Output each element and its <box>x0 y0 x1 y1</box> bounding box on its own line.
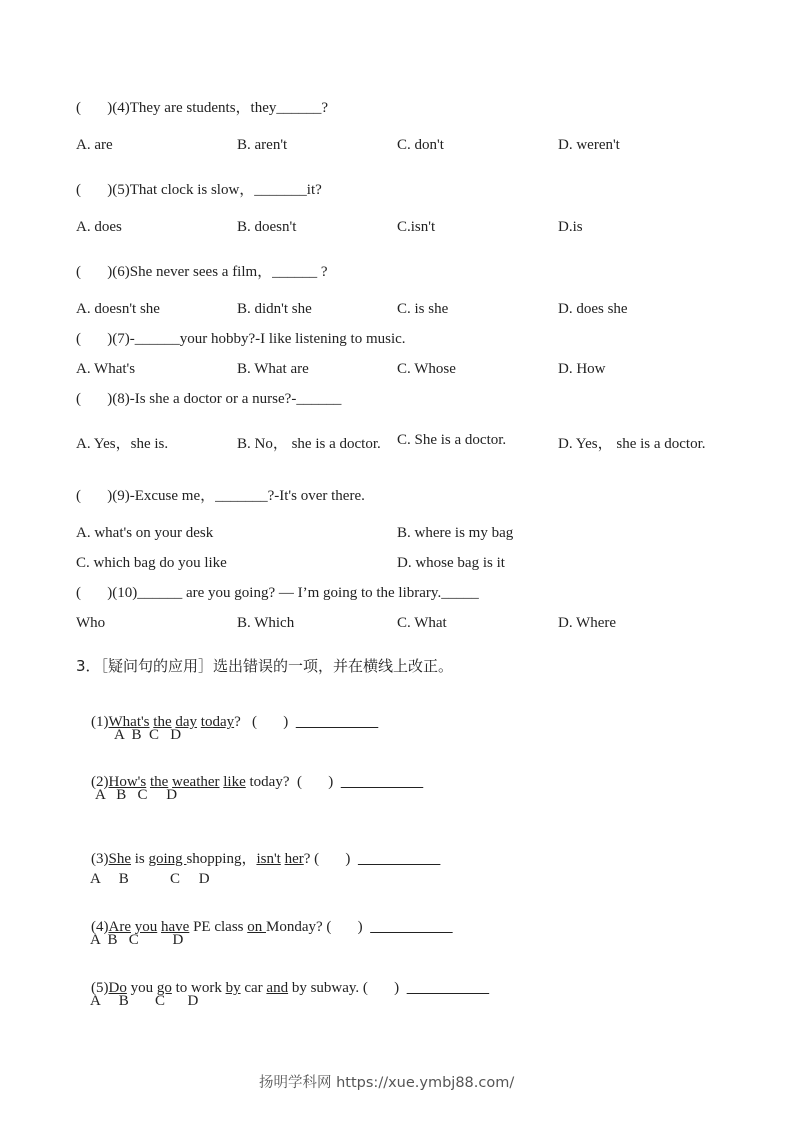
text-part: (5) <box>91 980 109 996</box>
choice-letters: A B C D <box>95 787 178 803</box>
question-stem: ( )(5)That clock is slow，_______it? <box>76 182 322 198</box>
underlined-part: like <box>223 774 246 790</box>
underlined-part: Are <box>108 919 131 935</box>
answer-blank[interactable] <box>407 980 490 996</box>
option-c: C. Whose <box>397 361 456 377</box>
underlined-part: What's <box>108 714 150 730</box>
question-stem: ( )(8)-Is she a doctor or a nurse?-______ <box>76 391 342 407</box>
underlined-part: have <box>161 919 190 935</box>
option-c: C. What <box>397 615 447 631</box>
underlined-part: going <box>148 851 187 867</box>
choice-letters: A B C D <box>114 727 182 743</box>
text-part: car <box>240 980 267 996</box>
text-part: to work <box>171 980 226 996</box>
option-b: B. What are <box>237 361 309 377</box>
option-c: C.isn't <box>397 219 436 235</box>
underlined-part: How's <box>108 774 147 790</box>
question-stem: ( )(6)She never sees a film，______ ? <box>76 264 328 280</box>
option-b: B. Which <box>237 615 295 631</box>
option-b: B. No， she is a doctor. <box>237 436 381 452</box>
underlined-part: her <box>284 851 304 867</box>
underlined-part: Do <box>108 980 127 996</box>
text-part: (1) <box>91 714 109 730</box>
underlined-part: by <box>225 980 241 996</box>
answer-blank[interactable] <box>296 714 379 730</box>
option-d: D.is <box>558 219 583 235</box>
underlined-part: and <box>266 980 289 996</box>
option-d: D. Where <box>558 615 617 631</box>
answer-blank[interactable] <box>341 774 424 790</box>
option-c: C. She is a doctor. <box>397 432 507 448</box>
text-part: today? ( ) <box>245 774 341 790</box>
choice-letters: A B C D <box>90 932 184 948</box>
text-part: (4) <box>91 919 109 935</box>
option-d: D. Yes， she is a doctor. <box>558 436 706 452</box>
option-a: A. doesn't she <box>76 301 160 317</box>
underlined-part: the <box>149 774 169 790</box>
option-a: A. what's on your desk <box>76 525 214 541</box>
option-d: D. weren't <box>558 137 620 153</box>
text-part: ? ( ) <box>234 714 296 730</box>
option-a: A. Yes，she is. <box>76 436 169 452</box>
option-c: C. which bag do you like <box>76 555 227 571</box>
section-heading: 3．［疑问句的应用］选出错误的一项，并在横线上改正。 <box>76 657 454 675</box>
underlined-part: day <box>175 714 198 730</box>
text-part: PE class <box>189 919 248 935</box>
text-part: ? ( ) <box>303 851 358 867</box>
question-stem: ( )(7)-______your hobby?-I like listening to music. <box>76 331 406 347</box>
underlined-part: you <box>134 919 158 935</box>
option-b: B. aren't <box>237 137 288 153</box>
text-part: (3) <box>91 851 109 867</box>
option-a: Who <box>76 615 106 631</box>
choice-letters: A B C D <box>90 993 199 1009</box>
underlined-part: the <box>153 714 172 730</box>
question-stem: ( )(4)They are students，they______? <box>76 100 329 116</box>
underlined-part: isn't <box>256 851 281 867</box>
text-part: Monday? ( ) <box>266 919 371 935</box>
option-b: B. didn't she <box>237 301 312 317</box>
answer-blank[interactable] <box>358 851 441 867</box>
footer-watermark: 扬明学科网 https://xue.ymbj88.com/ <box>259 1075 515 1091</box>
text-part: shopping， <box>186 851 257 867</box>
answer-blank[interactable] <box>370 919 453 935</box>
text-part: is <box>131 851 149 867</box>
text-part: you <box>126 980 157 996</box>
question-stem: ( )(10)______ are you going? — I’m going to the library._____ <box>76 585 479 601</box>
text-part: by subway. ( ) <box>288 980 407 996</box>
option-b: B. where is my bag <box>397 525 514 541</box>
question-stem: ( )(9)-Excuse me，_______?-It's over there. <box>76 488 365 504</box>
option-a: A. What's <box>76 361 136 377</box>
option-c: C. don't <box>397 137 444 153</box>
option-c: C. is she <box>397 301 449 317</box>
underlined-part: go <box>156 980 172 996</box>
option-d: D. whose bag is it <box>397 555 505 571</box>
underlined-part: She <box>108 851 131 867</box>
underlined-part: today <box>200 714 235 730</box>
option-a: A. are <box>76 137 113 153</box>
option-b: B. doesn't <box>237 219 297 235</box>
text-part: (2) <box>91 774 109 790</box>
option-d: D. does she <box>558 301 628 317</box>
option-d: D. How <box>558 361 606 377</box>
underlined-part: on <box>247 919 266 935</box>
option-a: A. does <box>76 219 122 235</box>
underlined-part: weather <box>172 774 220 790</box>
choice-letters: A B C D <box>90 871 210 887</box>
